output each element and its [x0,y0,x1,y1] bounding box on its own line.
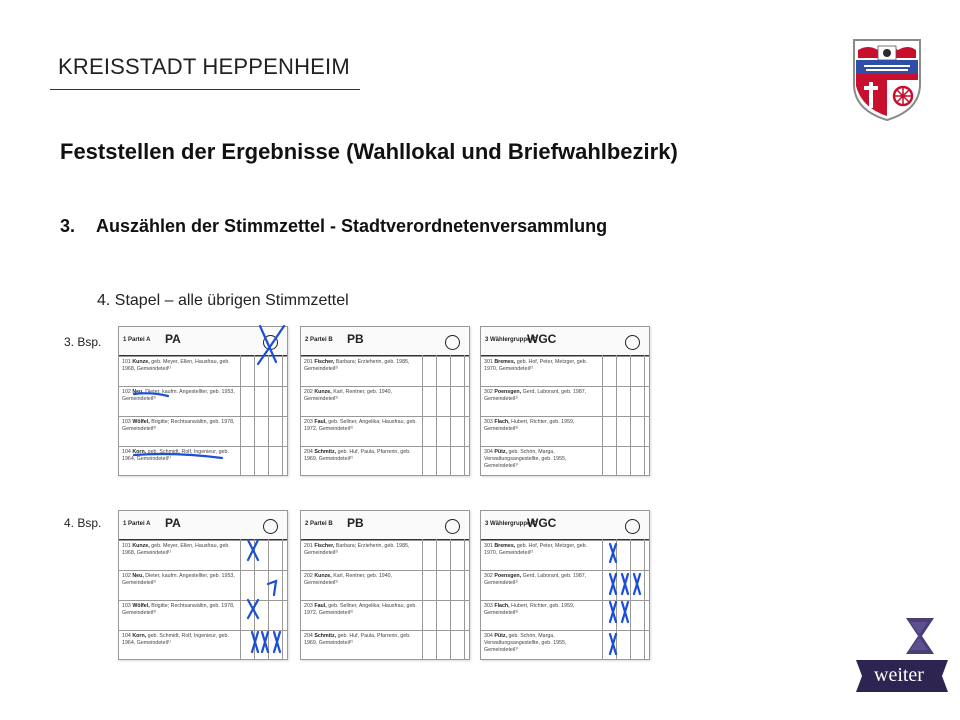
candidate-name: Korn, [132,449,147,455]
candidate-text [304,573,418,587]
candidate-number: 202 [304,573,313,579]
ballot-party-header [481,327,649,357]
candidate-name: Neu, [132,389,144,395]
party-number: 3 Wählergruppe C [485,337,537,343]
candidate-name: Kunze, [132,359,150,365]
candidate-text [122,543,236,557]
candidate-row [301,386,469,416]
vote-column-divider [630,355,631,475]
candidate-number: 102 [122,389,131,395]
candidate-details: geb. Sellner, Angelika; Hausfrau, geb. 1972, Gemeindeteil³⁾ [304,603,417,616]
candidate-text [484,603,598,617]
party-abbreviation: PB [347,332,364,346]
party-abbreviation: WGC [527,516,557,530]
ballot-party-2-example-4 [300,510,470,660]
party-vote-circle[interactable] [263,335,278,350]
candidate-number: 101 [122,359,131,365]
candidate-number: 302 [484,389,493,395]
candidate-details: Gerd, Laborant, geb. 1987, Gemeindeteil¹⁾ [484,389,587,402]
candidate-number: 204 [304,633,313,639]
candidate-text [484,449,598,469]
candidate-name: Wölfel, [132,603,150,609]
section-title: Auszählen der Stimmzettel - Stadtverordnetenversammlung [96,216,608,236]
candidate-row [119,416,287,446]
candidate-name: Kunze, [132,543,150,549]
header-title: KREISSTADT HEPPENHEIM [58,54,350,79]
candidate-details: geb. Huf, Paula, Pfarrerin, geb. 1969, Gemeindeteil²⁾ [304,633,411,646]
weiter-button-label[interactable]: weiter [874,664,924,686]
example-label-4: 4. Bsp. [64,516,102,530]
candidate-name: Poensgen, [494,573,522,579]
vote-column-divider [616,539,617,659]
candidate-row [119,630,287,660]
candidate-text [484,573,598,587]
candidate-name: Flach, [494,419,510,425]
ballot-party-1-example-4 [118,510,288,660]
candidate-row [481,540,649,570]
party-number: 2 Partei B [305,521,333,527]
candidate-row [301,630,469,660]
candidate-number: 201 [304,359,313,365]
candidate-text [484,543,598,557]
ballot-party-header [481,511,649,541]
candidate-text [304,359,418,373]
vote-column-divider [282,355,283,475]
candidate-name: Fischer, [314,359,335,365]
ballot-party-2-example-3 [300,326,470,476]
candidate-row [481,630,649,660]
candidate-number: 202 [304,389,313,395]
party-vote-circle[interactable] [263,519,278,534]
candidate-text [122,419,236,433]
candidate-name: Pütz, [494,449,507,455]
vote-column-divider [282,539,283,659]
candidate-name: Kunze, [314,389,332,395]
candidate-name: Poensgen, [494,389,522,395]
vote-column-divider [602,355,603,475]
vote-column-divider [602,539,603,659]
candidate-number: 104 [122,449,131,455]
candidate-text [304,603,418,617]
candidate-name: Kunze, [314,573,332,579]
candidate-row [119,356,287,386]
candidate-name: Pütz, [494,633,507,639]
candidate-name: Neu, [132,573,144,579]
candidate-number: 301 [484,543,493,549]
party-vote-circle[interactable] [625,335,640,350]
ballot-party-header [301,511,469,541]
candidate-number: 304 [484,449,493,455]
party-number: 1 Partei A [123,337,151,343]
candidate-number: 203 [304,419,313,425]
candidate-text [122,359,236,373]
party-abbreviation: WGC [527,332,557,346]
candidate-number: 102 [122,573,131,579]
vote-column-divider [450,355,451,475]
candidate-text [304,419,418,433]
candidate-number: 303 [484,603,493,609]
stack-label: 4. Stapel – alle übrigen Stimmzettel [97,292,349,309]
candidate-name: Flach, [494,603,510,609]
candidate-row [119,540,287,570]
candidate-row [481,356,649,386]
candidate-row [481,600,649,630]
candidate-text [484,389,598,403]
candidate-row [481,446,649,476]
party-vote-circle[interactable] [445,519,460,534]
candidate-row [119,446,287,476]
candidate-row [301,356,469,386]
candidate-details: Karl, Rentner, geb. 1940, Gemeindeteil¹⁾ [304,573,393,586]
vote-column-divider [436,355,437,475]
vote-column-divider [422,539,423,659]
example-label-3: 3. Bsp. [64,335,102,349]
party-number: 1 Partei A [123,521,151,527]
candidate-details: geb. Hof, Peter, Metzger, geb. 1970, Gemeindeteil²⁾ [484,543,588,556]
candidate-details: Hubert, Richter, geb. 1959, Gemeindeteil³⁾ [484,419,575,432]
vote-column-divider [254,355,255,475]
candidate-details: Hubert, Richter, geb. 1959, Gemeindeteil³⁾ [484,603,575,616]
candidate-number: 303 [484,419,493,425]
candidate-number: 204 [304,449,313,455]
candidate-details: Brigitte; Rechtsanwältin, geb. 1978, Gemeindeteil³⁾ [122,419,235,432]
candidate-number: 201 [304,543,313,549]
vote-column-divider [254,539,255,659]
ballot-party-header [119,511,287,541]
vote-column-divider [240,539,241,659]
candidate-details: Barbara; Erzieherin, geb. 1985, Gemeindeteil²⁾ [304,359,410,372]
party-abbreviation: PB [347,516,364,530]
candidate-row [481,386,649,416]
candidate-details: geb. Schmidt, Rolf, Ingenieur, geb. 1964, Gemeindeteil¹⁾ [122,449,229,462]
candidate-number: 203 [304,603,313,609]
candidate-text [304,449,418,463]
candidate-row [301,446,469,476]
candidate-details: Dieter, kaufm. Angestellter, geb. 1953, Gemeindeteil²⁾ [122,573,235,586]
vote-column-divider [268,355,269,475]
candidate-details: geb. Schmidt, Rolf, Ingenieur, geb. 1964, Gemeindeteil¹⁾ [122,633,229,646]
candidate-name: Bremes, [494,359,516,365]
party-vote-circle[interactable] [625,519,640,534]
ballot-party-header [301,327,469,357]
vote-column-divider [450,539,451,659]
candidate-row [481,416,649,446]
candidate-name: Faul, [314,419,327,425]
candidate-text [304,543,418,557]
vote-column-divider [464,355,465,475]
candidate-row [119,386,287,416]
candidate-number: 302 [484,573,493,579]
candidate-text [122,573,236,587]
section-heading [60,216,607,237]
candidate-text [304,633,418,647]
candidate-name: Fischer, [314,543,335,549]
page-title: Feststellen der Ergebnisse (Wahllokal und Briefwahlbezirk) [60,139,678,164]
candidate-text [304,389,418,403]
candidate-number: 103 [122,419,131,425]
vote-column-divider [422,355,423,475]
candidate-text [484,419,598,433]
section-number: 3. [60,216,76,236]
candidate-name: Bremes, [494,543,516,549]
candidate-text [122,603,236,617]
candidate-details: geb. Meyer, Ellen, Hausfrau, geb. 1968, Gemeindeteil¹⁾ [122,359,230,372]
candidate-row [481,570,649,600]
vote-column-divider [644,355,645,475]
candidate-number: 304 [484,633,493,639]
candidate-number: 301 [484,359,493,365]
candidate-row [119,600,287,630]
candidate-name: Schmitz, [314,449,337,455]
vote-column-divider [630,539,631,659]
candidate-details: Brigitte; Rechtsanwältin, geb. 1978, Gemeindeteil³⁾ [122,603,235,616]
party-vote-circle[interactable] [445,335,460,350]
party-number: 3 Wählergruppe C [485,521,537,527]
candidate-name: Faul, [314,603,327,609]
party-number: 2 Partei B [305,337,333,343]
candidate-row [301,416,469,446]
candidate-details: geb. Schön, Marga, Verwaltungsangestellte, geb. 1955, Gemeindeteil¹⁾ [484,449,567,469]
candidate-details: Dieter, kaufm. Angestellter, geb. 1953, Gemeindeteil²⁾ [122,389,235,402]
heppenheim-coat-of-arms-icon [848,36,926,122]
vote-column-divider [436,539,437,659]
header-divider [50,89,360,90]
candidate-text [484,633,598,653]
candidate-details: Gerd, Laborant, geb. 1987, Gemeindeteil¹⁾ [484,573,587,586]
candidate-row [301,600,469,630]
vote-column-divider [464,539,465,659]
candidate-details: Barbara; Erzieherin, geb. 1985, Gemeindeteil²⁾ [304,543,410,556]
candidate-text [122,633,236,647]
candidate-row [119,570,287,600]
candidate-row [301,570,469,600]
candidate-details: geb. Schön, Marga, Verwaltungsangestellte, geb. 1955, Gemeindeteil¹⁾ [484,633,567,653]
candidate-number: 104 [122,633,131,639]
candidate-name: Schmitz, [314,633,337,639]
ballot-party-3-example-3 [480,326,650,476]
candidate-name: Wölfel, [132,419,150,425]
candidate-details: Karl, Rentner, geb. 1940, Gemeindeteil¹⁾ [304,389,393,402]
candidate-text [484,359,598,373]
ballot-party-3-example-4 [480,510,650,660]
vote-column-divider [240,355,241,475]
candidate-number: 101 [122,543,131,549]
vote-column-divider [616,355,617,475]
vote-column-divider [644,539,645,659]
candidate-number: 103 [122,603,131,609]
candidate-text [122,389,236,403]
vote-column-divider [268,539,269,659]
ballot-party-header [119,327,287,357]
candidate-details: geb. Huf, Paula, Pfarrerin, geb. 1969, Gemeindeteil²⁾ [304,449,411,462]
candidate-row [301,540,469,570]
candidate-details: geb. Meyer, Ellen, Hausfrau, geb. 1968, Gemeindeteil¹⁾ [122,543,230,556]
ballot-party-1-example-3 [118,326,288,476]
candidate-text [122,449,236,463]
candidate-name: Korn, [132,633,147,639]
party-abbreviation: PA [165,516,181,530]
party-abbreviation: PA [165,332,181,346]
candidate-details: geb. Sellner, Angelika; Hausfrau, geb. 1972, Gemeindeteil³⁾ [304,419,417,432]
candidate-details: geb. Hof, Peter, Metzger, geb. 1970, Gemeindeteil²⁾ [484,359,588,372]
